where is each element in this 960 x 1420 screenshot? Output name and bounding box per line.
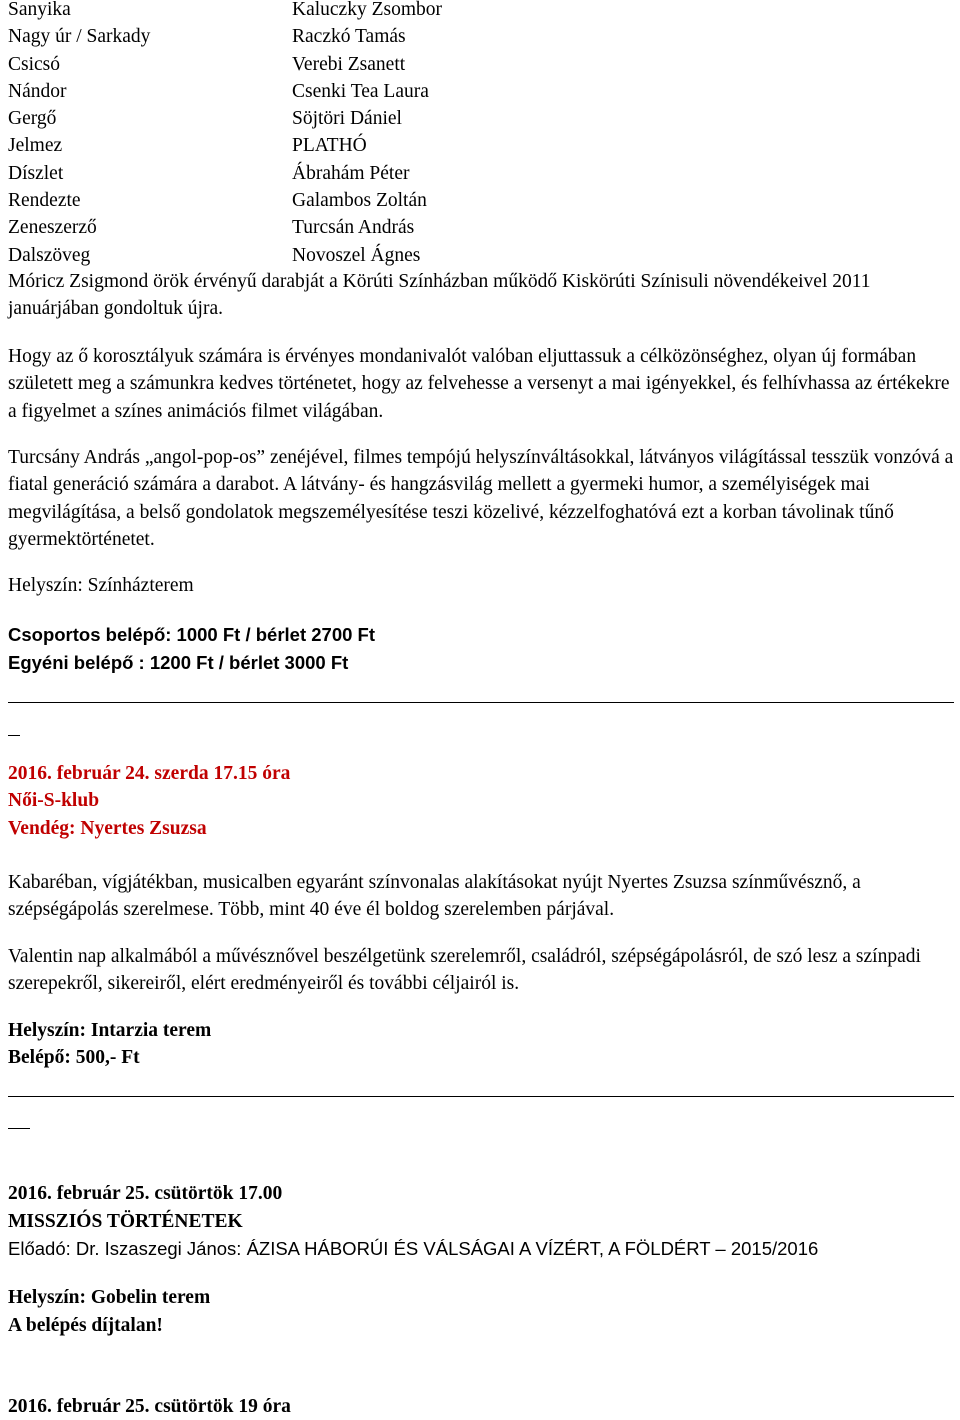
credit-role: Díszlet xyxy=(8,162,64,184)
credit-role: Nagy úr / Sarkady xyxy=(8,26,151,48)
credit-name: Verebi Zsanett xyxy=(292,53,406,75)
credit-row xyxy=(8,132,956,159)
credit-row xyxy=(8,51,956,78)
divider-dash xyxy=(8,1128,30,1129)
event1-intro: Móricz Zsigmond örök érvényű darabját a Körúti Színházban működő Kiskörúti Színisuli növendékeivel 2011 januárjában gondoltuk újra. xyxy=(8,271,871,320)
credit-role: Sanyika xyxy=(8,0,71,20)
event1-location: Helyszín: Színházterem xyxy=(8,575,194,596)
event2-paragraph-2: Valentin nap alkalmából a művésznővel beszélgetünk szerelemről, családról, szépségápolásról, de szó lesz a színpadi szerepekről, sikereiről, elért eredményeiről és további céljairól is. xyxy=(8,946,921,995)
credit-role: Csicsó xyxy=(8,53,61,75)
credit-name: Turcsán András xyxy=(292,217,415,239)
credit-name: Ábrahám Péter xyxy=(292,162,410,184)
credit-row xyxy=(8,0,956,23)
credit-row xyxy=(8,242,956,269)
credit-name: Raczkó Tamás xyxy=(292,26,406,48)
event1-group-price: Csoportos belépő: 1000 Ft / bérlet 2700 Ft xyxy=(8,624,376,645)
event1-paragraph-1: Hogy az ő korosztályuk számára is érvényes mondanivalót valóban eljuttassuk a célközönséghez, olyan új formában született meg a számunkra kedves történetet, hogy az felvehesse a versenyt a mai igényekkel, és felhívhassa az értékekre a figyelmet a színes animációs filmet világában. xyxy=(8,346,950,422)
credit-row xyxy=(8,78,956,105)
event2-date: 2016. február 24. szerda 17.15 óra xyxy=(8,763,291,784)
credit-name: Csenki Tea Laura xyxy=(292,80,429,102)
event2-guest: Vendég: Nyertes Zsuzsa xyxy=(8,818,207,839)
event4-date: 2016. február 25. csütörtök 19 óra xyxy=(8,1396,291,1417)
credit-row xyxy=(8,160,956,187)
credit-name: Söjtöri Dániel xyxy=(292,108,402,130)
credit-name: Kaluczky Zsombor xyxy=(292,0,443,20)
credit-name: PLATHÓ xyxy=(292,135,367,157)
credit-row xyxy=(8,105,956,132)
event3-location: Helyszín: Gobelin terem xyxy=(8,1287,211,1308)
credits-list xyxy=(8,0,956,269)
event2-paragraph-1: Kabaréban, vígjátékban, musicalben egyaránt színvonalas alakításokat nyújt Nyertes Zsuzsa színművésznő, a szépségápolás szerelmese. Több, mint 40 éve él boldog szerelemben párjával. xyxy=(8,872,861,921)
event2-location: Helyszín: Intarzia terem xyxy=(8,1020,212,1041)
credit-name: Galambos Zoltán xyxy=(292,190,427,212)
event2-price: Belépő: 500,- Ft xyxy=(8,1047,140,1068)
credit-role: Jelmez xyxy=(8,135,63,157)
credit-role: Zeneszerző xyxy=(8,217,97,239)
event1-single-price: Egyéni belépő : 1200 Ft / bérlet 3000 Ft xyxy=(8,652,349,673)
event1-paragraph-2: Turcsány András „angol-pop-os” zenéjével, filmes tempójú helyszínváltásokkal, látványos világítással tesszük vonzóvá a fiatal generáció számára a darabot. A látvány- és hangzásvilág mellett a gyermeki humor, a személyiségek mai megvilágítása, a belső gondolatok megszemélyesítése teszi közelivé, kézzelfoghatóvá ezt a korban távolinak tűnő gyermektörténetet. xyxy=(8,447,954,550)
event2-title: Női-S-klub xyxy=(8,790,100,811)
divider-dash xyxy=(8,735,20,736)
credit-row xyxy=(8,187,956,214)
section-divider xyxy=(8,702,954,703)
credit-role: Rendezte xyxy=(8,190,81,212)
credit-name: Novoszel Ágnes xyxy=(292,244,421,266)
credit-role: Nándor xyxy=(8,80,67,102)
credit-row xyxy=(8,23,956,50)
event3-title: MISSZIÓS TÖRTÉNETEK xyxy=(8,1211,243,1232)
credit-role: Gergő xyxy=(8,108,57,130)
event3-date: 2016. február 25. csütörtök 17.00 xyxy=(8,1183,283,1204)
credit-row xyxy=(8,214,956,241)
event3-price: A belépés díjtalan! xyxy=(8,1315,163,1336)
section-divider xyxy=(8,1096,954,1097)
event3-lecture: Előadó: Dr. Iszaszegi János: ÁZISA HÁBORÚI ÉS VÁLSÁGAI A VÍZÉRT, A FÖLDÉRT – 2015/2016 xyxy=(8,1238,819,1259)
credit-role: Dalszöveg xyxy=(8,244,91,266)
